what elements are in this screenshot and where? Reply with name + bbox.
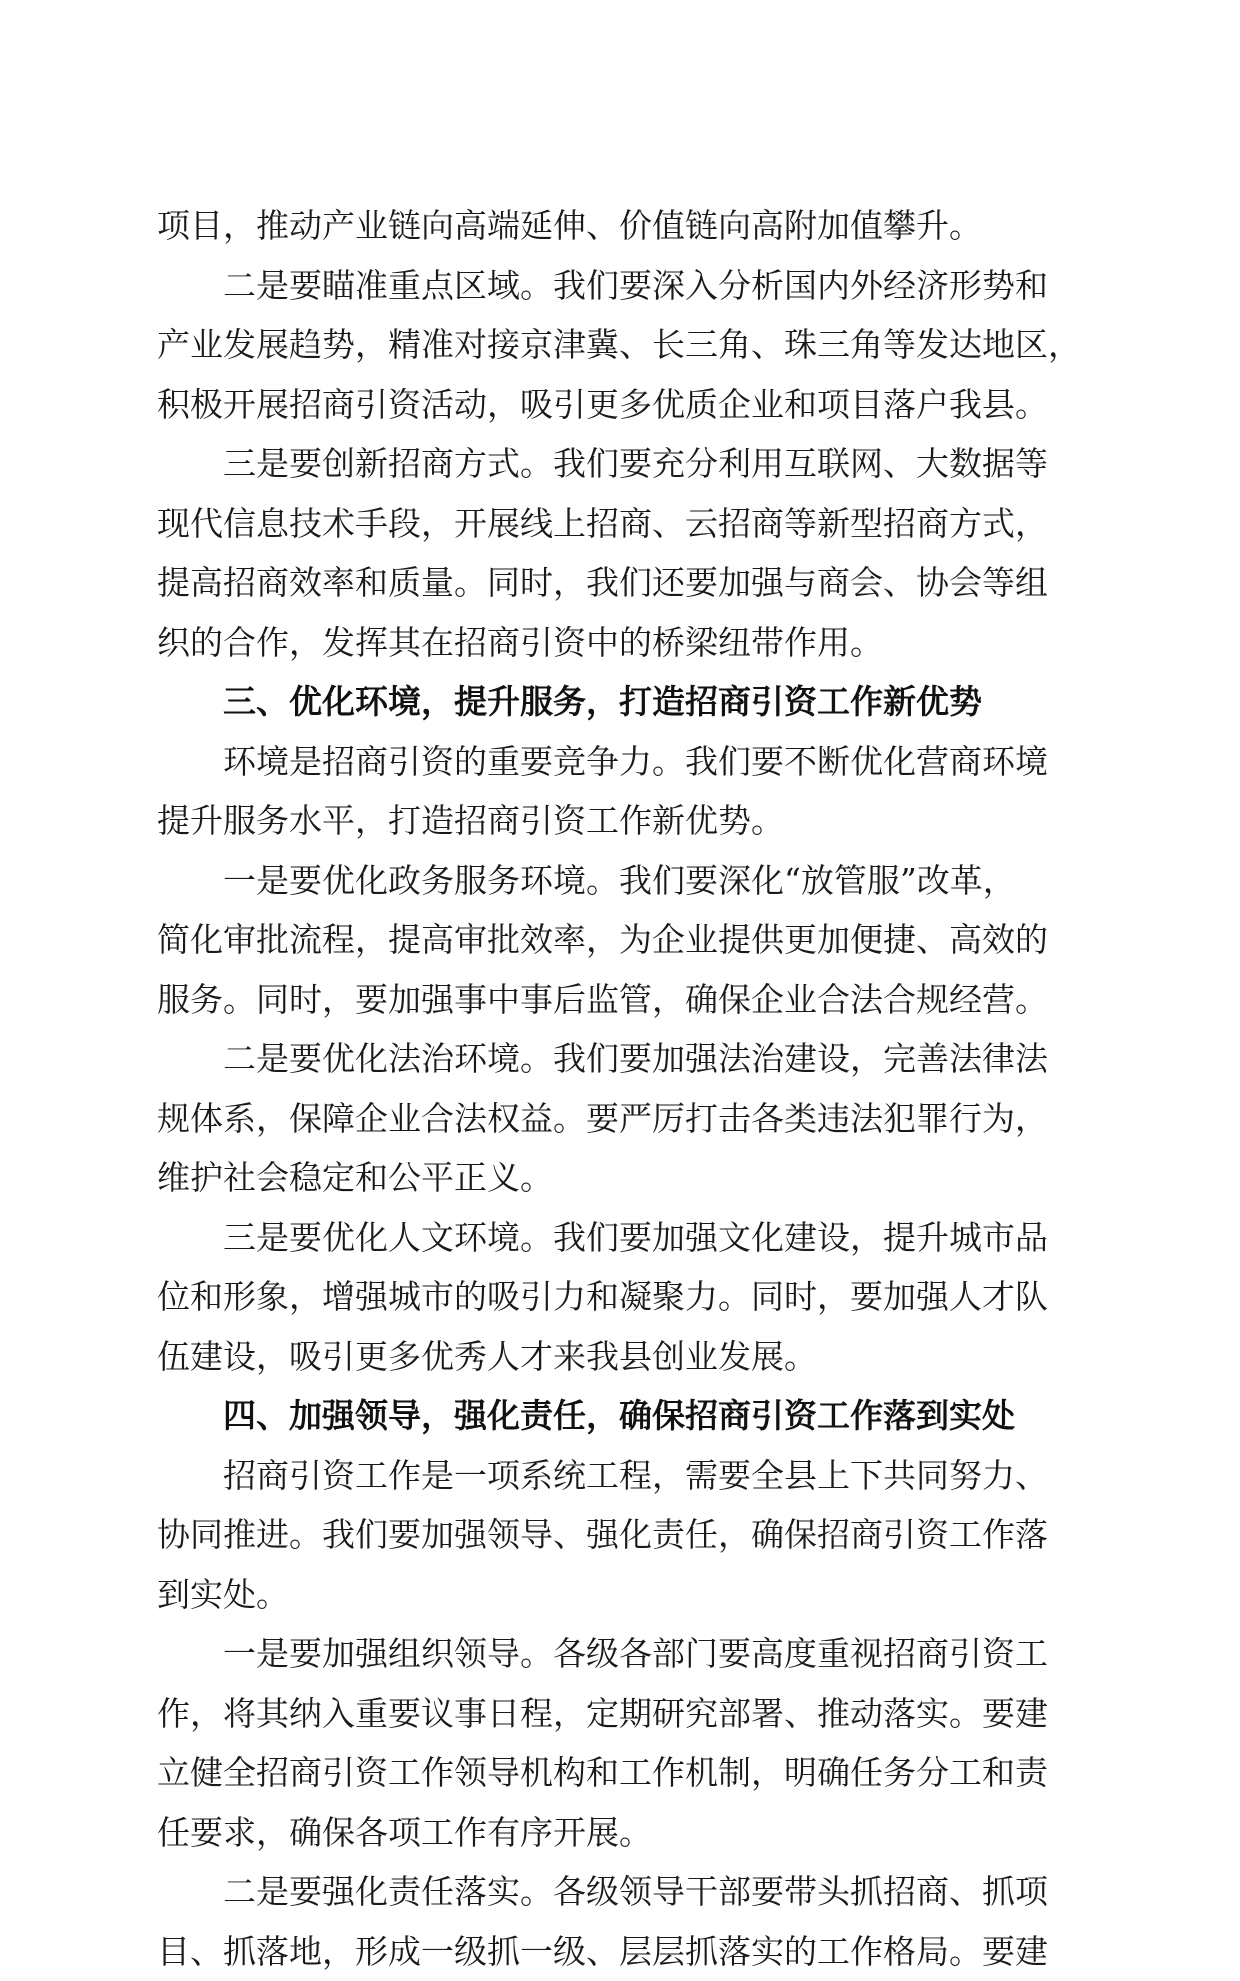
paragraph-line: 作，将其纳入重要议事日程，定期研究部署、推动落实。要建 xyxy=(157,1684,1087,1744)
paragraph-line: 到实处。 xyxy=(157,1565,1087,1625)
paragraph-line: 现代信息技术手段，开展线上招商、云招商等新型招商方式， xyxy=(157,494,1087,554)
paragraph-line: 环境是招商引资的重要竞争力。我们要不断优化营商环境 xyxy=(157,732,1087,792)
paragraph-line: 三是要创新招商方式。我们要充分利用互联网、大数据等 xyxy=(157,434,1087,494)
paragraph-line: 服务。同时，要加强事中事后监管，确保企业合法合规经营。 xyxy=(157,970,1087,1030)
paragraph-line: 立健全招商引资工作领导机构和工作机制，明确任务分工和责 xyxy=(157,1743,1087,1803)
paragraph-line: 二是要强化责任落实。各级领导干部要带头抓招商、抓项 xyxy=(157,1862,1087,1922)
section-heading: 三、优化环境，提升服务，打造招商引资工作新优势 xyxy=(157,672,1087,732)
paragraph-line: 目、抓落地，形成一级抓一级、层层抓落实的工作格局。要建 xyxy=(157,1922,1087,1981)
paragraph-line: 项目，推动产业链向高端延伸、价值链向高附加值攀升。 xyxy=(157,196,1087,256)
paragraph-line: 织的合作，发挥其在招商引资中的桥梁纽带作用。 xyxy=(157,613,1087,673)
paragraph-line: 规体系，保障企业合法权益。要严厉打击各类违法犯罪行为， xyxy=(157,1089,1087,1149)
paragraph-line: 提升服务水平，打造招商引资工作新优势。 xyxy=(157,791,1087,851)
document-body xyxy=(157,196,1087,1981)
paragraph-line: 招商引资工作是一项系统工程，需要全县上下共同努力、 xyxy=(157,1446,1087,1506)
paragraph-line: 提高招商效率和质量。同时，我们还要加强与商会、协会等组 xyxy=(157,553,1087,613)
paragraph-line: 协同推进。我们要加强领导、强化责任，确保招商引资工作落 xyxy=(157,1505,1087,1565)
paragraph-line: 产业发展趋势，精准对接京津冀、长三角、珠三角等发达地区， xyxy=(157,315,1087,375)
paragraph-line: 一是要加强组织领导。各级各部门要高度重视招商引资工 xyxy=(157,1624,1087,1684)
paragraph-line: 任要求，确保各项工作有序开展。 xyxy=(157,1803,1087,1863)
paragraph-line: 二是要瞄准重点区域。我们要深入分析国内外经济形势和 xyxy=(157,256,1087,316)
paragraph-line: 二是要优化法治环境。我们要加强法治建设，完善法律法 xyxy=(157,1029,1087,1089)
paragraph-line: 积极开展招商引资活动，吸引更多优质企业和项目落户我县。 xyxy=(157,375,1087,435)
paragraph-line: 简化审批流程，提高审批效率，为企业提供更加便捷、高效的 xyxy=(157,910,1087,970)
paragraph-line: 位和形象，增强城市的吸引力和凝聚力。同时，要加强人才队 xyxy=(157,1267,1087,1327)
section-heading: 四、加强领导，强化责任，确保招商引资工作落到实处 xyxy=(157,1386,1087,1446)
paragraph-line: 伍建设，吸引更多优秀人才来我县创业发展。 xyxy=(157,1327,1087,1387)
paragraph-line: 维护社会稳定和公平正义。 xyxy=(157,1148,1087,1208)
paragraph-line: 三是要优化人文环境。我们要加强文化建设，提升城市品 xyxy=(157,1208,1087,1268)
paragraph-line: 一是要优化政务服务环境。我们要深化“放管服”改革， xyxy=(157,851,1087,911)
